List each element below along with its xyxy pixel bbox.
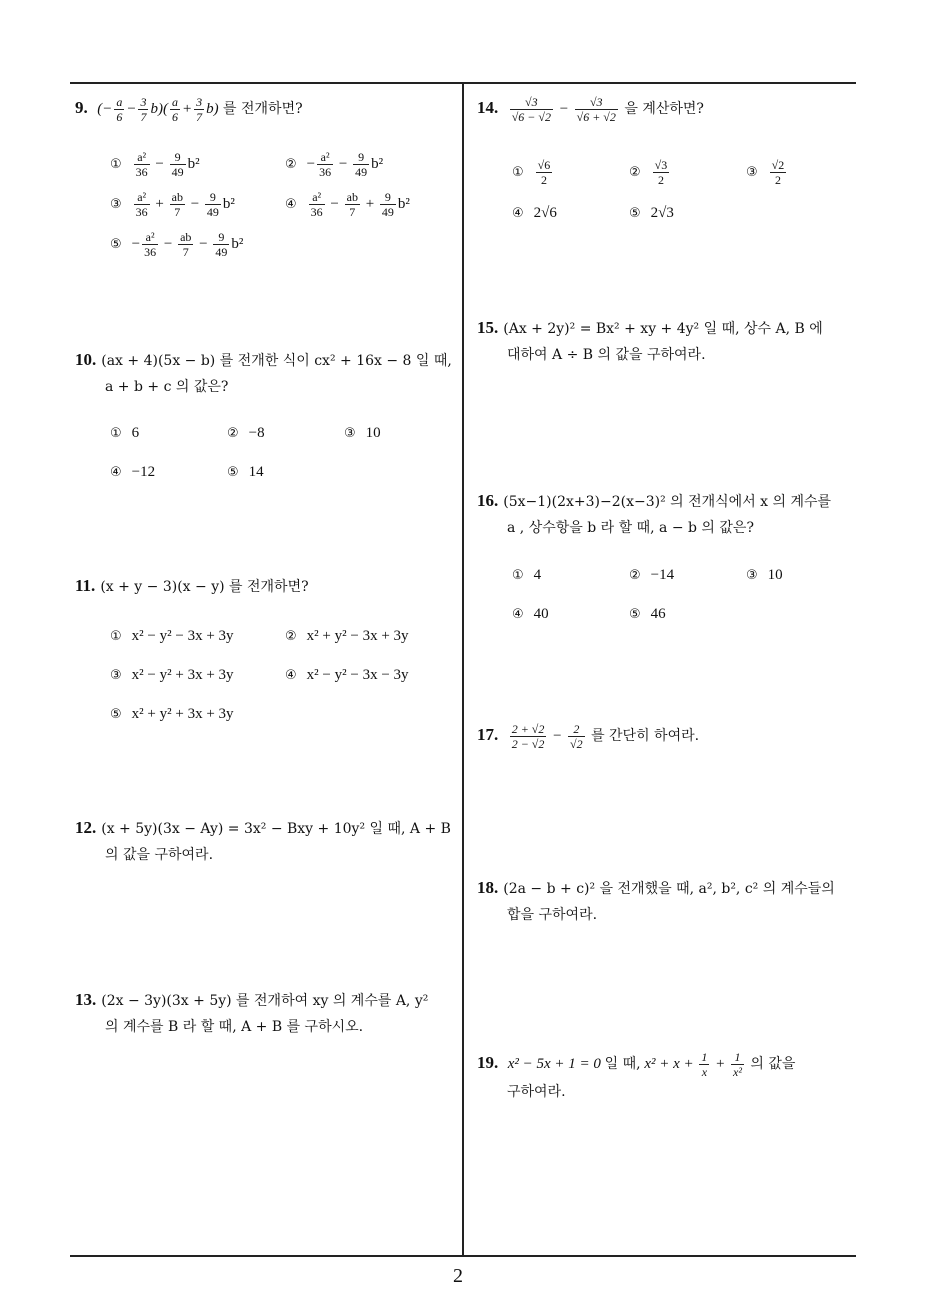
question-line-1: (2a − b + c)² 을 전개했을 때, a², b², c² 의 계수들의: [503, 881, 835, 897]
option-4[interactable]: ④ −12: [110, 464, 156, 480]
option-4[interactable]: ④ 2√6: [512, 205, 557, 221]
question-text: 를 전개하면?: [223, 101, 303, 117]
question-line-2: 합을 구하여라.: [507, 907, 598, 923]
question-number: 15.: [477, 318, 499, 337]
question-10: [75, 347, 460, 400]
option-1[interactable]: ① 4: [512, 567, 542, 583]
page-number: 2: [453, 1265, 463, 1287]
question-expression: (− $\frac{a}{6}$ − $\frac{3}{7}$ b)( $\frac{a}{6}$ + $\frac{3}{7}$ b): [97, 95, 219, 125]
question-text: 을 계산하면?: [624, 101, 704, 117]
question-line-2: a + b + c 의 값은?: [105, 379, 229, 395]
question-number: 10.: [75, 350, 97, 369]
option-2[interactable]: ② x² + y² − 3x + 3y: [285, 628, 409, 644]
option-5[interactable]: ⑤ 14: [227, 464, 264, 480]
option-2[interactable]: ② − $\frac{\text{a²}}{36}$ − $\frac{9}{49}$ b²: [285, 150, 384, 179]
option-3[interactable]: ③ x² − y² + 3x + 3y: [110, 667, 234, 683]
question-line-1: (5x−1)(2x+3)−2(x−3)² 의 전개식에서 x 의 계수를: [503, 494, 832, 510]
question-number: 18.: [477, 878, 499, 897]
option-1[interactable]: ① 6: [110, 425, 140, 441]
question-16: [477, 488, 862, 541]
question-line-2: 의 값을 구하여라.: [105, 847, 214, 863]
question-13: [75, 987, 460, 1040]
question-number: 11.: [75, 576, 96, 595]
question-18: [477, 875, 862, 928]
column-divider: [462, 82, 464, 1257]
option-4[interactable]: ④ x² − y² − 3x − 3y: [285, 667, 409, 683]
question-15: [477, 315, 862, 368]
option-4[interactable]: ④ $\frac{\text{a²}}{36}$ − $\frac{ab}{7}$ + $\frac{9}{49}$ b²: [285, 190, 410, 219]
option-5[interactable]: ⑤ 46: [629, 606, 666, 622]
question-12: [75, 815, 460, 868]
option-3[interactable]: ③ 10: [344, 425, 381, 441]
option-1[interactable]: ① $\frac{\text{a²}}{36}$ − $\frac{9}{49}$ b²: [110, 150, 200, 179]
option-5[interactable]: ⑤ − $\frac{\text{a²}}{36}$ − $\frac{ab}{7}$ − $\frac{9}{49}$ b²: [110, 230, 244, 259]
option-1[interactable]: ① $\frac{√6}{2}$: [512, 158, 551, 187]
question-line-2: 구하여라.: [507, 1084, 566, 1101]
question-number: 14.: [477, 98, 499, 117]
question-line-1: (x + y − 3)(x − y) 를 전개하면?: [100, 579, 309, 595]
question-number: 16.: [477, 491, 499, 510]
question-9: [75, 95, 455, 124]
question-number: 12.: [75, 818, 97, 837]
question-19: [477, 1050, 862, 1105]
option-2[interactable]: ② −8: [227, 425, 265, 441]
question-17: [477, 722, 862, 751]
question-text: 를 간단히 하여라.: [591, 728, 700, 744]
option-3[interactable]: ③ $\frac{\text{a²}}{36}$ + $\frac{ab}{7}$ − $\frac{9}{49}$ b²: [110, 190, 235, 219]
question-line-2: a , 상수항을 b 라 할 때, a − b 의 값은?: [507, 520, 754, 536]
question-expression: $\frac{√3}{√6 - √2}$ − $\frac{√3}{√6 + √2}$: [511, 95, 616, 125]
question-line-1: (Ax + 2y)² = Bx² + xy + 4y² 일 때, 상수 A, B 에: [503, 321, 823, 337]
question-line-1: (ax + 4)(5x − b) 를 전개한 식이 cx² + 16x − 8 일 때,: [101, 353, 452, 369]
option-5[interactable]: ⑤ 2√3: [629, 205, 674, 221]
question-number: 19.: [477, 1053, 499, 1072]
question-line-1: (2x − 3y)(3x + 5y) 를 전개하여 xy 의 계수를 A, y²: [101, 993, 429, 1009]
option-5[interactable]: ⑤ x² + y² + 3x + 3y: [110, 706, 234, 722]
question-line-2: 의 계수를 B 라 할 때, A + B 를 구하시오.: [105, 1019, 364, 1035]
question-number: 9.: [75, 98, 88, 117]
option-2[interactable]: ② $\frac{√3}{2}$: [629, 158, 668, 187]
option-4[interactable]: ④ 40: [512, 606, 549, 622]
question-expression: x² − 5x + 1 = 0 일 때, x² + x + $\frac{1}{x}$ + $\frac{1}{\text{x²}}$: [507, 1050, 742, 1080]
option-2[interactable]: ② −14: [629, 567, 675, 583]
question-expression: $\frac{2 + √2}{2 - √2}$ − $\frac{2}{√2}$: [511, 722, 583, 752]
question-14: [477, 95, 862, 124]
option-1[interactable]: ① x² − y² − 3x + 3y: [110, 628, 234, 644]
question-number: 13.: [75, 990, 97, 1009]
option-3[interactable]: ③ $\frac{√2}{2}$: [746, 158, 785, 187]
option-3[interactable]: ③ 10: [746, 567, 783, 583]
question-line-1: (x + 5y)(3x − Ay) = 3x² − Bxy + 10y² 일 때, A + B: [101, 821, 451, 837]
question-line-2: 대하여 A ÷ B 의 값을 구하여라.: [507, 347, 706, 363]
question-number: 17.: [477, 725, 499, 744]
question-text: 의 값을: [750, 1056, 796, 1072]
question-11: [75, 573, 460, 600]
